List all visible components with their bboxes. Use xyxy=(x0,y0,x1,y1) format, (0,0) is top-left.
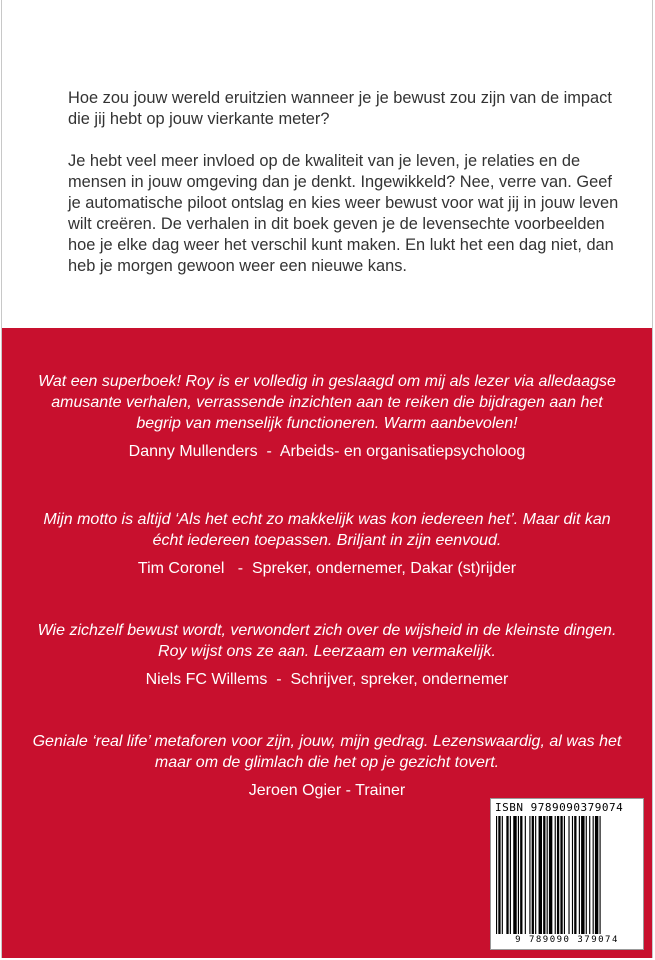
barcode-bar xyxy=(498,816,500,934)
barcode-bar xyxy=(600,816,601,934)
barcode-bar xyxy=(525,816,526,934)
barcode-bar xyxy=(535,816,536,934)
testimonial-4 xyxy=(2,731,652,801)
barcode-bar xyxy=(572,816,573,934)
barcode-bar xyxy=(568,816,569,934)
testimonial-3 xyxy=(2,620,652,690)
isbn-label: ISBN 9789090379074 xyxy=(495,801,624,814)
barcode-bar xyxy=(560,816,562,934)
barcode-bar xyxy=(574,816,576,934)
isbn-digits: 9 789090 379074 xyxy=(515,935,619,945)
testimonial-1-author: Danny Mullenders - Arbeids- en organisatiepsycholoog xyxy=(128,443,526,460)
barcode-bar xyxy=(510,816,511,934)
intro-text xyxy=(68,88,628,298)
barcode-bar xyxy=(549,816,552,934)
barcode-bar xyxy=(579,816,580,934)
testimonial-2-text: Mijn motto is altijd ‘Als het echt zo makkelijk was kon iedereen het’. Maar dit kan écht iedereen toepassen. Briljant in zijn eenvoud. xyxy=(43,511,611,549)
testimonial-3-author: Niels FC Willems - Schrijver, spreker, ondernemer xyxy=(145,671,509,688)
barcode-bar xyxy=(518,816,519,934)
testimonial-2 xyxy=(2,509,652,579)
barcode-bar xyxy=(555,816,556,934)
barcode-bar xyxy=(502,816,503,934)
barcode-bar xyxy=(547,816,548,934)
isbn-barcode xyxy=(490,798,644,950)
barcode-bar xyxy=(506,816,508,934)
barcode-bar xyxy=(586,816,587,934)
barcode-bars xyxy=(495,816,639,934)
barcode-bar xyxy=(593,816,594,934)
barcode-bar xyxy=(520,816,522,934)
barcode-bar xyxy=(589,816,590,934)
testimonial-4-text: Geniale ‘real life’ metaforen voor zijn, jouw, mijn gedrag. Lezenswaardig, al was het maar om de glimlach die het op je gezicht tovert. xyxy=(32,733,622,771)
testimonial-3-text: Wie zichzelf bewust wordt, verwondert zich over de wijsheid in de kleinste dingen. Roy wijst ons ze aan. Leerzaam en vermakelijk. xyxy=(37,622,617,660)
barcode-bar xyxy=(595,816,598,934)
testimonial-2-author: Tim Coronel - Spreker, ondernemer, Dakar (st)rijder xyxy=(137,560,517,577)
barcode-bar xyxy=(543,816,545,934)
barcode-bar xyxy=(557,816,559,934)
testimonial-1-text: Wat een superboek! Roy is er volledig in geslaagd om mij als lezer via alledaagse amusante verhalen, verrassende inzichten aan te reiken die bijdragen aan het begrip van menselijk functioneren. Warm aanbevolen! xyxy=(38,373,616,432)
barcode-bar xyxy=(529,816,530,934)
testimonial-4-author: Jeroen Ogier - Trainer xyxy=(248,782,406,799)
barcode-bar xyxy=(532,816,534,934)
intro-paragraph-1: Hoe zou jouw wereld eruitzien wanneer je je bewust zou zijn van de impact die jij hebt op jouw vierkante meter? xyxy=(68,89,612,128)
barcode-bar xyxy=(581,816,584,934)
intro-paragraph-2: Je hebt veel meer invloed op de kwaliteit van je leven, je relaties en de mensen in jouw omgeving dan je denkt. Ingewikkeld? Nee, verre van. Geef je automatische piloot ontslag en kies weer bewust voor wat jij in jouw leven wilt creëren. De verhalen in dit boek geven je de levensechte voorbeelden hoe je elke dag weer het verschil kunt maken. En lukt het een dag niet, dan heb je morgen gewoon weer een nieuwe kans. xyxy=(68,152,619,275)
barcode-bar xyxy=(539,816,542,934)
barcode-bar xyxy=(513,816,516,934)
testimonial-1 xyxy=(2,371,652,462)
barcode-bar xyxy=(496,816,497,934)
barcode-bar xyxy=(564,816,565,934)
